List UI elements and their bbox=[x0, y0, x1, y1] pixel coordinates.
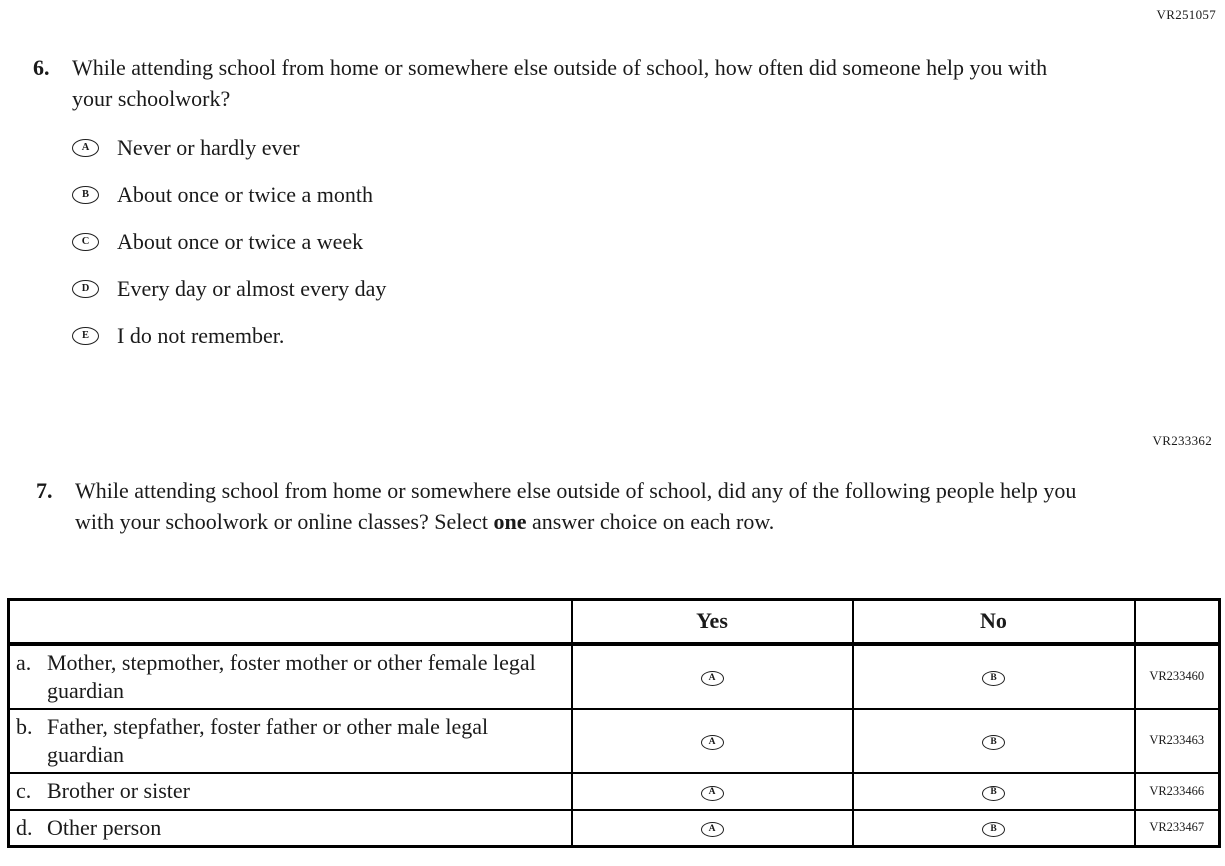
row-a-code: VR233460 bbox=[1135, 644, 1220, 709]
row-b-no-bubble-icon[interactable]: B bbox=[982, 735, 1005, 750]
row-b-yes-cell[interactable] bbox=[572, 709, 853, 773]
option-d-label: Every day or almost every day bbox=[117, 276, 387, 301]
row-b-prefix: b. bbox=[16, 713, 33, 739]
row-b-yes-bubble-icon[interactable]: A bbox=[701, 735, 724, 750]
table-row-c bbox=[9, 773, 1220, 810]
row-a-no-cell[interactable] bbox=[853, 644, 1135, 709]
q7-response-table bbox=[7, 598, 1221, 848]
header-code-blank bbox=[1135, 600, 1220, 644]
row-a-text: Mother, stepmother, foster mother or other female legal guardian bbox=[47, 649, 536, 703]
row-a-label bbox=[9, 644, 572, 709]
answer-bubble-d-icon[interactable]: D bbox=[72, 280, 99, 298]
row-d-prefix: d. bbox=[16, 814, 33, 840]
row-c-yes-cell[interactable] bbox=[572, 773, 853, 810]
row-c-yes-bubble-icon[interactable]: A bbox=[701, 786, 724, 801]
question-7-text-part2: answer choice on each row. bbox=[526, 509, 775, 534]
row-c-text: Brother or sister bbox=[47, 778, 190, 803]
option-d[interactable] bbox=[72, 274, 1093, 304]
answer-bubble-c-icon[interactable]: C bbox=[72, 233, 99, 251]
row-d-no-cell[interactable] bbox=[853, 810, 1135, 847]
table-row-b bbox=[9, 709, 1220, 773]
row-c-label bbox=[9, 773, 572, 810]
question-6-options bbox=[72, 133, 1093, 351]
row-b-text: Father, stepfather, foster father or other male legal guardian bbox=[47, 713, 489, 767]
question-6-text: While attending school from home or somewhere else outside of school, how often did someone help you with your schoolwork? bbox=[72, 55, 1048, 111]
option-e-label: I do not remember. bbox=[117, 323, 285, 348]
row-a-yes-cell[interactable] bbox=[572, 644, 853, 709]
question-6-number: 6. bbox=[33, 55, 50, 80]
row-d-yes-cell[interactable] bbox=[572, 810, 853, 847]
table-row-a bbox=[9, 644, 1220, 709]
row-c-code: VR233466 bbox=[1135, 773, 1220, 810]
option-c-label: About once or twice a week bbox=[117, 229, 364, 254]
row-a-prefix: a. bbox=[16, 649, 32, 675]
row-c-no-cell[interactable] bbox=[853, 773, 1135, 810]
row-d-text: Other person bbox=[47, 814, 162, 840]
header-no: No bbox=[853, 600, 1135, 644]
option-a-label: Never or hardly ever bbox=[117, 135, 300, 160]
answer-bubble-b-icon[interactable]: B bbox=[72, 186, 99, 204]
row-b-label bbox=[9, 709, 572, 773]
answer-bubble-e-icon[interactable]: E bbox=[72, 327, 99, 345]
form-code-q7: VR233362 bbox=[1152, 433, 1212, 448]
row-d-label bbox=[9, 810, 572, 847]
table-header-row bbox=[9, 600, 1220, 644]
option-c[interactable] bbox=[72, 227, 1093, 257]
row-b-code: VR233463 bbox=[1135, 709, 1220, 773]
row-c-prefix: c. bbox=[16, 778, 32, 803]
option-e[interactable] bbox=[72, 321, 1093, 351]
option-a[interactable] bbox=[72, 133, 1093, 163]
header-blank bbox=[9, 600, 572, 644]
row-a-no-bubble-icon[interactable]: B bbox=[982, 671, 1005, 686]
row-d-yes-bubble-icon[interactable]: A bbox=[701, 822, 724, 837]
table-row-d bbox=[9, 810, 1220, 847]
row-b-no-cell[interactable] bbox=[853, 709, 1135, 773]
row-d-code: VR233467 bbox=[1135, 810, 1220, 847]
header-yes: Yes bbox=[572, 600, 853, 644]
row-d-no-bubble-icon[interactable]: B bbox=[982, 822, 1005, 837]
option-b-label: About once or twice a month bbox=[117, 182, 373, 207]
question-7 bbox=[36, 475, 1091, 537]
row-a-yes-bubble-icon[interactable]: A bbox=[701, 671, 724, 686]
question-7-text-part1: While attending school from home or somewhere else outside of school, did any of the following people help you with your schoolwork or online classes? Select bbox=[75, 478, 1077, 534]
option-b[interactable] bbox=[72, 180, 1093, 210]
row-c-no-bubble-icon[interactable]: B bbox=[982, 786, 1005, 801]
question-7-text-bold: one bbox=[493, 509, 527, 534]
answer-bubble-a-icon[interactable]: A bbox=[72, 139, 99, 157]
question-6 bbox=[33, 52, 1093, 368]
question-7-number: 7. bbox=[36, 478, 53, 503]
form-code-q6: VR251057 bbox=[1156, 7, 1216, 22]
question-7-text bbox=[75, 475, 1083, 537]
